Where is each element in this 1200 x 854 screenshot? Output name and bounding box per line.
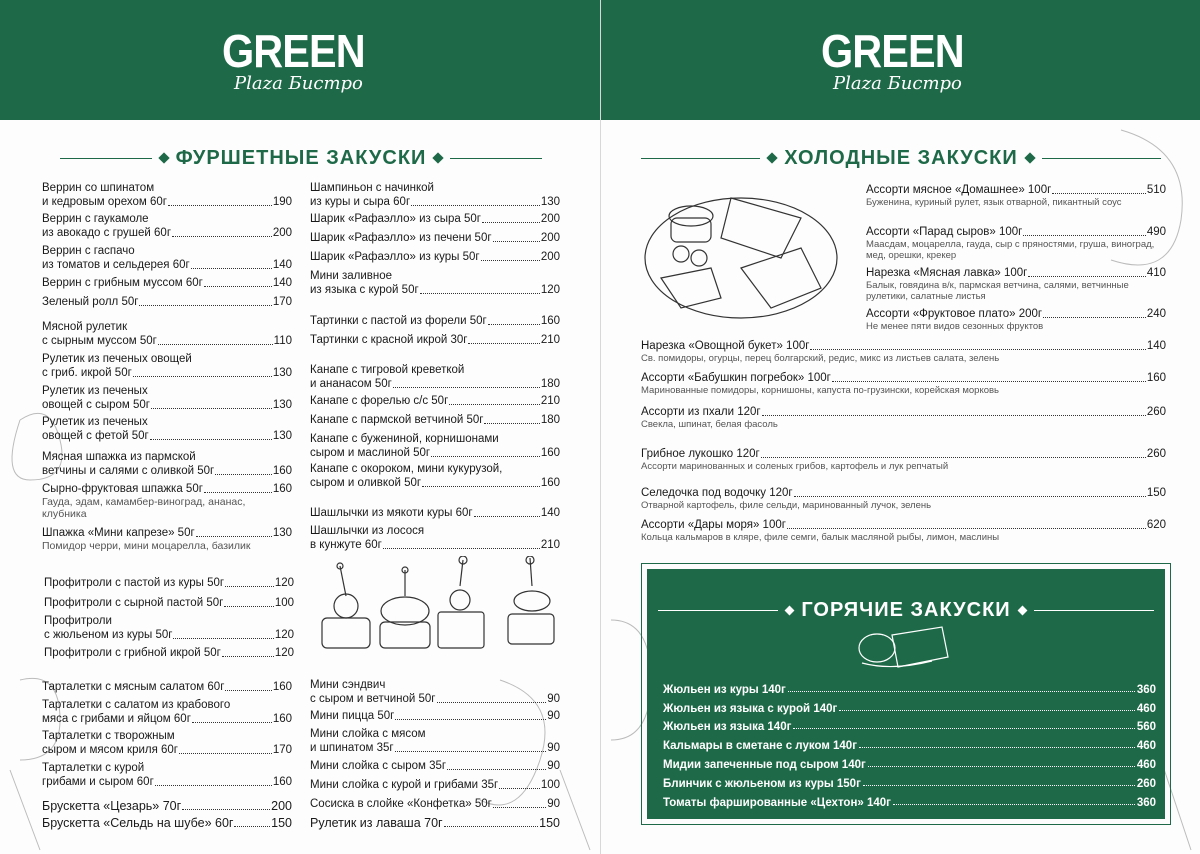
menu-item: Жюльен из куры 140г 360 bbox=[663, 683, 1156, 696]
menu-item: Зеленый ролл 50г 170 bbox=[42, 296, 292, 308]
menu-item: Ассорти из пхали 120г 260 Свекла, шпинат, белая фасоль bbox=[641, 406, 1166, 430]
menu-item: Шарик «Рафаэлло» из печени 50г 200 bbox=[310, 232, 560, 244]
menu-item: Канапе с пармской ветчиной 50г 180 bbox=[310, 414, 560, 426]
brand-subtitle: Plaza Бистро bbox=[833, 73, 962, 94]
menu-item: Ассорти «Фруктовое плато» 200г 240 Не менее пяти видов сезонных фруктов bbox=[866, 308, 1166, 332]
buffet-column-1 bbox=[42, 0, 292, 854]
menu-item: Канапе с бужениной, корнишонами сыром и маслиной 50г 160 bbox=[310, 433, 560, 459]
menu-item: Брускетта «Сельдь на шубе» 60г 150 bbox=[42, 816, 292, 830]
menu-item: Канапе с окороком, мини кукурузой, сыром и оливкой 50г 160 bbox=[310, 463, 560, 489]
menu-item: Мини заливное из языка с курой 50г 120 bbox=[310, 270, 560, 296]
buffet-column-2 bbox=[310, 0, 560, 854]
menu-item: Рулетик из печеных овощей с гриб. икрой 50г 130 bbox=[42, 353, 292, 379]
menu-item: Профитроли с сырной пастой 50г 100 bbox=[44, 597, 294, 609]
menu-item: Шпажка «Мини капрезе» 50г 130 Помидор черри, мини моцарелла, базилик bbox=[42, 527, 292, 552]
section-title-buffet: ФУРШЕТНЫЕ ЗАКУСКИ bbox=[60, 146, 542, 170]
menu-item: Веррин с грибным муссом 60г 140 bbox=[42, 277, 292, 289]
menu-item: Ассорти «Парад сыров» 100г 490 Маасдам, моцарелла, гауда, сыр с пряностями, груша, виноград, мед, орешки, крекер bbox=[866, 226, 1166, 261]
menu-item: Мини пицца 50г 90 bbox=[310, 710, 560, 722]
menu-item: Мини слойка с мясом и шпинатом 35г 90 bbox=[310, 728, 560, 754]
hot-appetizers-panel bbox=[641, 563, 1171, 825]
menu-item: Канапе с форелью с/с 50г 210 bbox=[310, 395, 560, 407]
menu-item: Веррин с гаспачо из томатов и сельдерея 60г 140 bbox=[42, 245, 292, 271]
menu-item: Тарталетки с творожным сыром и мясом криля 60г 170 bbox=[42, 730, 292, 756]
menu-item: Мини слойка с курой и грибами 35г 100 bbox=[310, 779, 560, 791]
menu-item: Жюльен из языка 140г 560 bbox=[663, 721, 1156, 734]
menu-item: Профитроли с пастой из куры 50г 120 bbox=[44, 577, 294, 589]
brand-subtitle: Plaza Бистро bbox=[234, 73, 363, 94]
section-title-hot: ГОРЯЧИЕ ЗАКУСКИ bbox=[647, 599, 1165, 622]
brand-name: GREEN bbox=[821, 25, 964, 77]
section-title-cold: ХОЛОДНЫЕ ЗАКУСКИ bbox=[641, 146, 1161, 170]
menu-item: Рулетик из лаваша 70г 150 bbox=[310, 816, 560, 830]
menu-item: Веррин со шпинатом и кедровым орехом 60г 190 bbox=[42, 182, 292, 208]
menu-item: Тарталетки с курой грибами и сыром 60г 160 bbox=[42, 762, 292, 788]
menu-item: Профитроли с жюльеном из куры 50г 120 bbox=[44, 615, 294, 641]
menu-item: Ассорти мясное «Домашнее» 100г 510 Буженина, куриный рулет, язык отварной, пикантный соус bbox=[866, 184, 1166, 208]
menu-item: Блинчик с жюльеном из куры 150г 260 bbox=[663, 777, 1156, 790]
menu-item: Канапе с тигровой креветкой и ананасом 50г 180 bbox=[310, 364, 560, 390]
menu-item: Рулетик из печеных овощей с фетой 50г 130 bbox=[42, 416, 292, 442]
menu-item: Мясной рулетик с сырным муссом 50г 110 bbox=[42, 321, 292, 347]
menu-item: Ассорти «Дары моря» 100г 620 Кольца кальмаров в кляре, филе семги, балык масляной рыбы, лимон, маслины bbox=[641, 519, 1166, 543]
canape-illustration bbox=[310, 556, 560, 666]
menu-item: Рулетик из печеных овощей с сыром 50г 130 bbox=[42, 385, 292, 411]
menu-item: Шампиньон с начинкой из куры и сыра 60г 130 bbox=[310, 182, 560, 208]
menu-item: Сосиска в слойке «Конфетка» 50г 90 bbox=[310, 798, 560, 810]
menu-item: Мясная шпажка из пармской ветчины и салями с оливкой 50г 160 bbox=[42, 451, 292, 477]
menu-item: Мидии запеченные под сыром 140г 460 bbox=[663, 758, 1156, 771]
menu-item: Мини слойка с сыром 35г 90 bbox=[310, 760, 560, 772]
menu-item: Кальмары в сметане с луком 140г 460 bbox=[663, 740, 1156, 753]
menu-item: Тартинки с пастой из форели 50г 160 bbox=[310, 315, 560, 327]
menu-item: Мини сэндвич с сыром и ветчиной 50г 90 bbox=[310, 679, 560, 705]
menu-item: Жюльен из языка с курой 140г 460 bbox=[663, 702, 1156, 715]
brand-name: GREEN bbox=[222, 25, 365, 77]
menu-item: Томаты фаршированные «Цехтон» 140г 360 bbox=[663, 796, 1156, 809]
menu-item: Нарезка «Овощной букет» 100г 140 Св. помидоры, огурцы, перец болгарский, редис, микс из листьев салата, зелень bbox=[641, 340, 1166, 364]
menu-item: Ассорти «Бабушкин погребок» 100г 160 Маринованные помидоры, корнишоны, капуста по-грузински, корейская морковь bbox=[641, 372, 1166, 396]
menu-item: Сырно-фруктовая шпажка 50г 160 Гауда, эдам, камамбер-виноград, ананас, клубника bbox=[42, 483, 292, 520]
menu-item: Тарталетки с мясным салатом 60г 160 bbox=[42, 681, 292, 693]
menu-item: Нарезка «Мясная лавка» 100г 410 Балык, говядина в/к, пармская ветчина, салями, ветчинные рулетики, салатные листья bbox=[866, 267, 1166, 302]
right-page bbox=[600, 0, 1200, 854]
menu-item: Шарик «Рафаэлло» из куры 50г 200 bbox=[310, 251, 560, 263]
menu-item: Веррин с гаукамоле из авокадо с грушей 60г 200 bbox=[42, 213, 292, 239]
menu-item: Селедочка под водочку 120г 150 Отварной картофель, филе сельди, маринованный лучок, зелень bbox=[641, 487, 1166, 511]
menu-item: Грибное лукошко 120г 260 Ассорти маринованных и соленых грибов, картофель и лук репчатый bbox=[641, 448, 1166, 472]
menu-item: Тарталетки с салатом из крабового мяса с грибами и яйцом 60г 160 bbox=[42, 699, 292, 725]
menu-item: Профитроли с грибной икрой 50г 120 bbox=[44, 647, 294, 659]
menu-item: Брускетта «Цезарь» 70г 200 bbox=[42, 799, 292, 813]
menu-item: Шашлычки из лосося в кунжуте 60г 210 bbox=[310, 525, 560, 551]
roll-illustration bbox=[852, 623, 952, 673]
menu-item: Шарик «Рафаэлло» из сыра 50г 200 bbox=[310, 213, 560, 225]
menu-item: Шашлычки из мякоти куры 60г 140 bbox=[310, 507, 560, 519]
menu-item: Тартинки с красной икрой 30г 210 bbox=[310, 334, 560, 346]
hot-appetizers-list bbox=[663, 677, 1156, 809]
